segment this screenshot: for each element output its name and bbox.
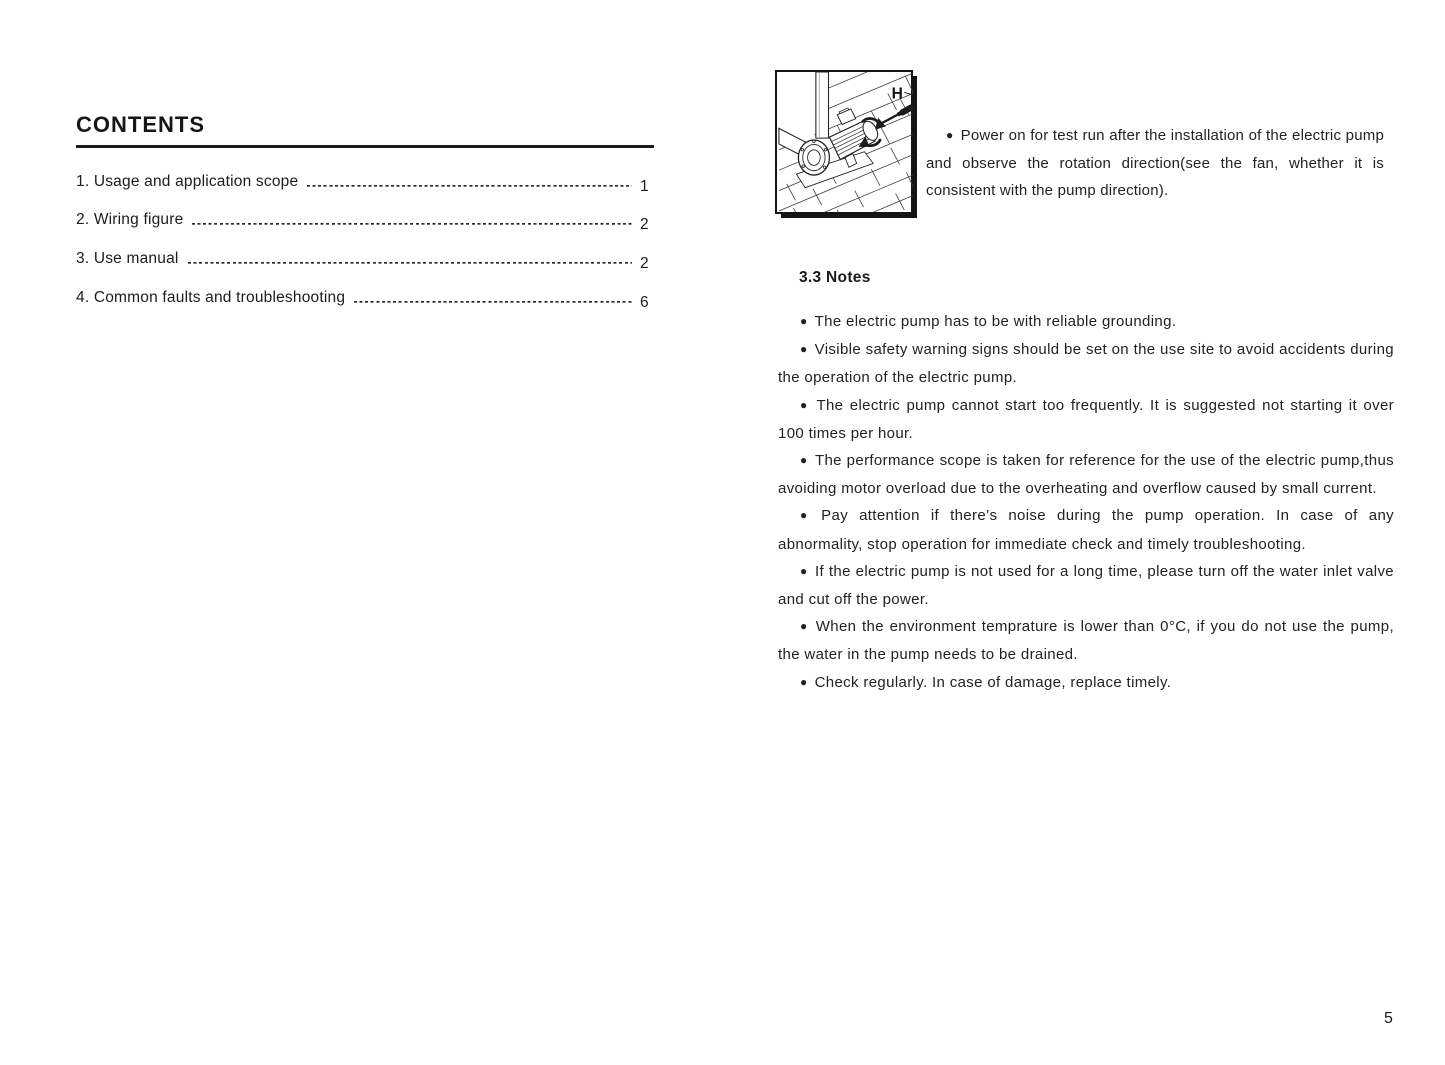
note-item	[778, 392, 1394, 447]
bullet-icon: ●	[800, 619, 809, 634]
toc-item-label: 2. Wiring figure	[76, 211, 184, 229]
page-number: 5	[1384, 1010, 1393, 1027]
note-text: If the electric pump is not used for a long time, please turn off the water inlet valve and cut off the power.	[778, 562, 1394, 609]
bullet-icon: ●	[800, 342, 808, 357]
bullet-icon: ●	[800, 453, 808, 468]
bullet-icon: ●	[946, 128, 954, 142]
note-item	[778, 502, 1394, 557]
contents-title-rule	[76, 145, 654, 148]
toc-item-label: 1. Usage and application scope	[76, 172, 299, 190]
note-text: Visible safety warning signs should be set on the use site to avoid accidents during the operation of the electric pump.	[778, 341, 1394, 387]
notes-heading: 3.3 Notes	[799, 269, 871, 286]
note-text: Check regularly. In case of damage, replace timely.	[814, 673, 1172, 691]
toc-page-number: 2	[640, 216, 649, 234]
toc-item-wiring	[76, 208, 654, 233]
notes-section	[778, 308, 1394, 697]
note-text: The performance scope is taken for reference for the use of the electric pump,thus avoiding motor overload due to the overheating and overflow caused by small current.	[778, 452, 1394, 498]
note-item	[778, 308, 1394, 336]
toc-page-number: 6	[640, 293, 649, 311]
toc-leader	[307, 185, 632, 187]
toc-item-label: 4. Common faults and troubleshooting	[76, 288, 346, 306]
bullet-icon: ●	[800, 674, 808, 689]
toc-item-usage	[76, 169, 654, 194]
toc-page-number: 2	[640, 254, 649, 272]
note-item	[778, 558, 1394, 613]
note-text: When the environment temprature is lower than 0°C, if you do not use the pump, the water in the pump needs to be drained.	[778, 618, 1394, 664]
note-text: The electric pump has to be with reliable grounding.	[814, 313, 1177, 330]
toc-leader	[192, 223, 632, 225]
note-text: The electric pump cannot start too frequently. It is suggested not starting it over 100 times per hour.	[778, 396, 1394, 442]
bullet-icon: ●	[800, 563, 808, 578]
note-item	[778, 336, 1394, 391]
note-item	[778, 613, 1394, 668]
install-note-text: Power on for test run after the installation of the electric pump and observe the rotation direction(see the fan, whether it is consistent with the pump direction).	[926, 127, 1385, 199]
toc-page-number: 1	[640, 177, 649, 195]
pump-installation-figure	[775, 70, 913, 214]
table-of-contents	[76, 169, 654, 324]
toc-item-faults	[76, 285, 654, 310]
note-text: Pay attention if there’s noise during the pump operation. In case of any abnormality, stop operation for immediate check and timely troubleshooting.	[778, 507, 1394, 553]
bullet-icon: ●	[800, 397, 810, 412]
contents-title: CONTENTS	[76, 112, 205, 137]
toc-item-use-manual	[76, 246, 654, 271]
pump-illustration	[777, 72, 915, 212]
install-note	[926, 122, 1384, 204]
bullet-icon: ●	[800, 508, 815, 523]
toc-leader	[354, 301, 632, 303]
note-item	[778, 447, 1394, 502]
toc-leader	[188, 262, 632, 264]
bullet-icon: ●	[800, 314, 808, 328]
figure-height-label: H	[891, 85, 903, 103]
toc-item-label: 3. Use manual	[76, 249, 179, 267]
note-item	[778, 669, 1394, 697]
